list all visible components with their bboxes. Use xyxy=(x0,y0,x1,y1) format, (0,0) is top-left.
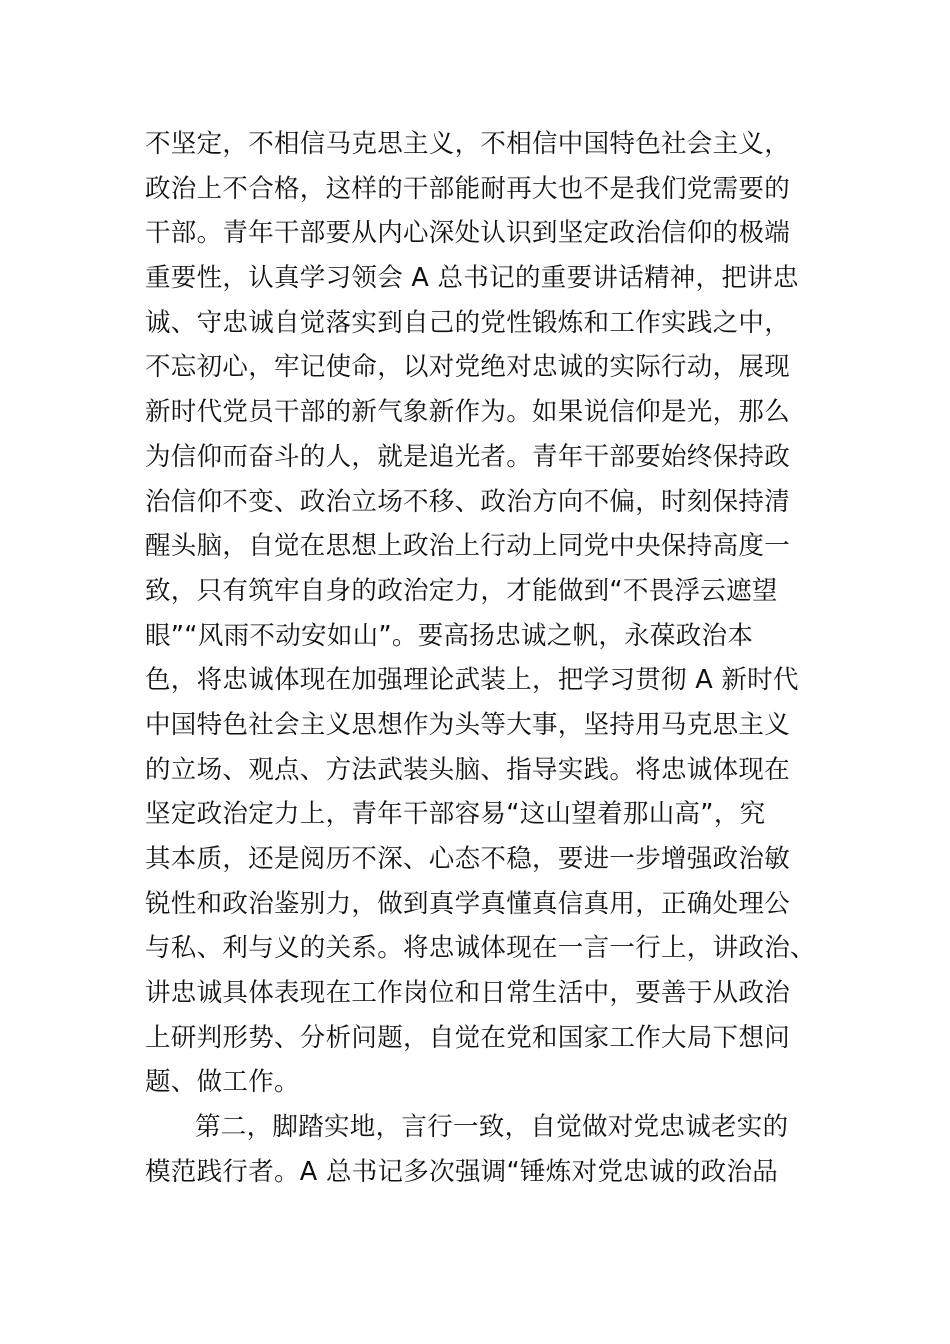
text-line: 为信仰而奋斗的人，就是追光者。青年干部要始终保持政 xyxy=(145,441,791,472)
text-line: 不忘初心，牢记使命，以对党绝对忠诚的实际行动，展现 xyxy=(145,352,791,383)
text-line: 坚定政治定力上，青年干部容易“这山望着那山高”，究 xyxy=(145,799,766,830)
body-text xyxy=(145,122,825,1195)
text-line: 致，只有筑牢自身的政治定力，才能做到“不畏浮云遮望 xyxy=(145,575,778,606)
text-line: 色，将忠诚体现在加强理论武装上，把学习贯彻 A 新时代 xyxy=(145,665,799,696)
paragraph-start-line: 第二，脚踏实地，言行一致，自觉做对党忠诚老实的 xyxy=(195,1112,789,1143)
text-line: 醒头脑，自觉在思想上政治上行动上同党中央保持高度一 xyxy=(145,531,791,562)
text-line: 的立场、观点、方法武装头脑、指导实践。将忠诚体现在 xyxy=(145,754,791,785)
text-line: 中国特色社会主义思想作为头等大事，坚持用马克思主义 xyxy=(145,709,791,740)
text-line: 讲忠诚具体表现在工作岗位和日常生活中，要善于从政治 xyxy=(145,978,791,1009)
text-line: 锐性和政治鉴别力，做到真学真懂真信真用，正确处理公 xyxy=(145,888,791,919)
text-line: 不坚定，不相信马克思主义，不相信中国特色社会主义， xyxy=(145,129,791,159)
text-line: 治信仰不变、政治立场不移、政治方向不偏，时刻保持清 xyxy=(145,486,791,517)
text-line: 重要性，认真学习领会 A 总书记的重要讲话精神，把讲忠 xyxy=(145,263,799,294)
text-line: 题、做工作。 xyxy=(145,1067,300,1098)
text-line: 上研判形势、分析问题，自觉在党和国家工作大局下想问 xyxy=(145,1022,791,1053)
text-line: 新时代党员干部的新气象新作为。如果说信仰是光，那么 xyxy=(145,397,791,428)
text-line: 其本质，还是阅历不深、心态不稳，要进一步增强政治敏 xyxy=(145,844,791,874)
text-line: 模范践行者。A 总书记多次强调“锤炼对党忠诚的政治品 xyxy=(145,1156,779,1187)
text-line: 诚、守忠诚自觉落实到自己的党性锻炼和工作实践之中， xyxy=(145,307,791,338)
text-line: 眼”“风雨不动安如山”。要高扬忠诚之帆，永葆政治本 xyxy=(145,620,754,651)
text-line: 干部。青年干部要从内心深处认识到坚定政治信仰的极端 xyxy=(145,218,791,249)
text-line: 政治上不合格，这样的干部能耐再大也不是我们党需要的 xyxy=(145,173,791,204)
text-line: 与私、利与义的关系。将忠诚体现在一言一行上，讲政治、 xyxy=(145,933,816,964)
